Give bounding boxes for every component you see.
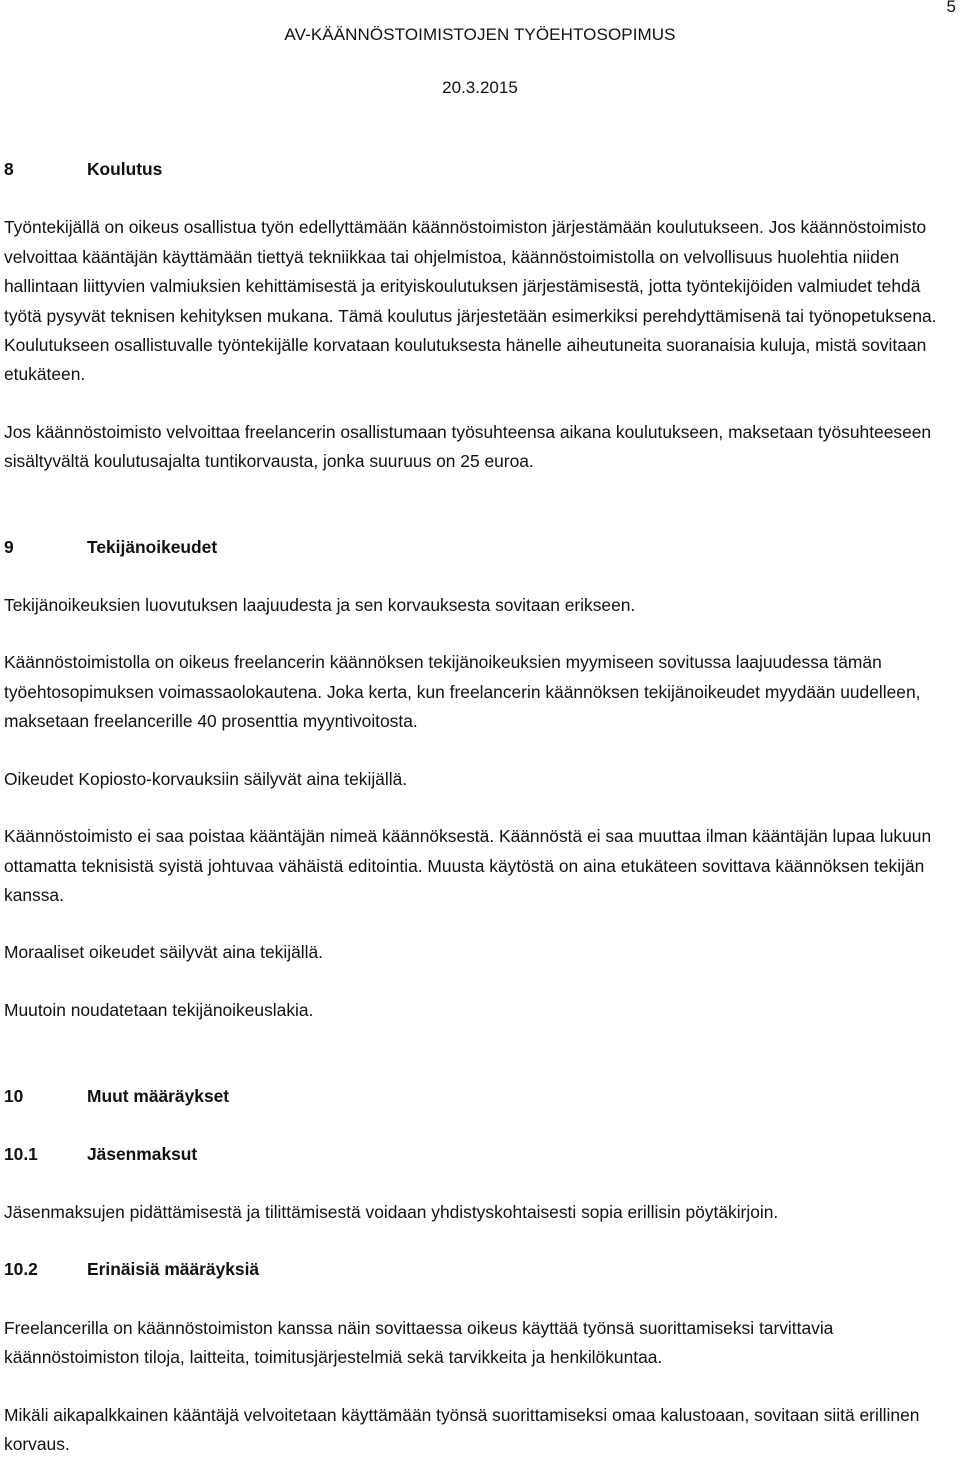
paragraph: Jos käännöstoimisto velvoittaa freelancerin osallistumaan työsuhteensa aikana koulutukseen, maksetaan työsuhteeseen sisältyvältä koulutusajalta tuntikorvausta, jonka suuruus on 25 euroa. [4, 421, 932, 472]
paragraph: Käännöstoimisto ei saa poistaa kääntäjän nimeä käännöksestä. Käännöstä ei saa muuttaa ilman kääntäjän lupaa lukuun ottamatta teknisistä syistä johtuvaa vähäistä editointia. Muusta käytöstä on aina etukäteen sovittava käännöksen tekijän kanssa. [4, 826, 932, 905]
paragraph: Oikeudet Kopiosto-korvauksiin säilyvät aina tekijällä. [4, 768, 408, 789]
paragraph: Jäsenmaksujen pidättämisestä ja tilittämisestä voidaan yhdistyskohtaisesti sopia erillisin pöytäkirjoin. [4, 1201, 779, 1222]
section-number: 9 [4, 536, 14, 557]
paragraph: Freelancerilla on käännöstoimiston kanssa näin sovittaessa oikeus käyttää työnsä suorittamiseksi tarvittavia käännöstoimiston tiloja, laitteita, toimitusjärjestelmiä sekä tarvikkeita ja henkilökuntaa. [4, 1317, 834, 1368]
paragraph: Moraaliset oikeudet säilyvät aina tekijällä. [4, 942, 323, 963]
section-title: Tekijänoikeudet [87, 536, 218, 557]
paragraph: Työntekijällä on oikeus osallistua työn edellyttämään käännöstoimiston järjestämään koulutukseen. Jos käännöstoimisto velvoittaa kääntäjän käyttämään tiettyä tekniikkaa tai ohjelmistoa, käännöstoimistolla on velvollisuus huolehtia niiden hallintaan liittyvien valmiuksien kehittämisestä ja erityiskoulutuksen järjestämisestä, jotta työntekijöiden valmiudet tehdä työtä pysyvät teknisen kehityksen mukana. Tämä koulutus järjestetään esimerkiksi perehdyttämisenä tai työnopetuksena. Koulutukseen osallistuvalle työntekijälle korvataan koulutuksesta hänelle aiheutuneita suoranaisia kuluja, mistä sovitaan etukäteen. [4, 217, 937, 385]
document-date: 20.3.2015 [442, 78, 518, 97]
section-title: Erinäisiä määräyksiä [87, 1259, 260, 1280]
paragraph: Käännöstoimistolla on oikeus freelancerin käännöksen tekijänoikeuksien myymiseen sovitussa laajuudessa tämän työehtosopimuksen voimassaolokautena. Joka kerta, kun freelancerin käännöksen tekijänoikeudet myydään uudelleen, maksetaan freelancerille 40 prosenttia myyntivoitosta. [4, 652, 921, 732]
document-title: AV-KÄÄNNÖSTOIMISTOJEN TYÖEHTOSOPIMUS [284, 25, 676, 44]
paragraph: Tekijänoikeuksien luovutuksen laajuudesta ja sen korvauksesta sovitaan erikseen. [4, 595, 636, 616]
section-number: 8 [4, 159, 14, 179]
section-heading-10-2 [4, 1255, 956, 1284]
section-number: 10 [4, 1086, 24, 1107]
page-number: 5 [946, 0, 956, 16]
section-title: Jäsenmaksut [87, 1143, 198, 1164]
section-heading-10-1 [4, 1140, 956, 1169]
section-title: Muut määräykset [87, 1086, 230, 1107]
paragraph: Mikäli aikapalkkainen kääntäjä velvoitetaan käyttämään työnsä suorittamiseksi omaa kalustoaan, sovitaan siitä erillinen korvaus. [4, 1404, 920, 1454]
section-heading-8 [4, 155, 956, 184]
section-number: 10.2 [4, 1259, 38, 1280]
section-heading-9 [4, 533, 956, 562]
section-title: Koulutus [87, 159, 163, 179]
paragraph: Muutoin noudatetaan tekijänoikeuslakia. [4, 999, 314, 1020]
section-heading-10 [4, 1082, 956, 1111]
section-number: 10.1 [4, 1143, 38, 1164]
document-body [4, 155, 956, 1459]
